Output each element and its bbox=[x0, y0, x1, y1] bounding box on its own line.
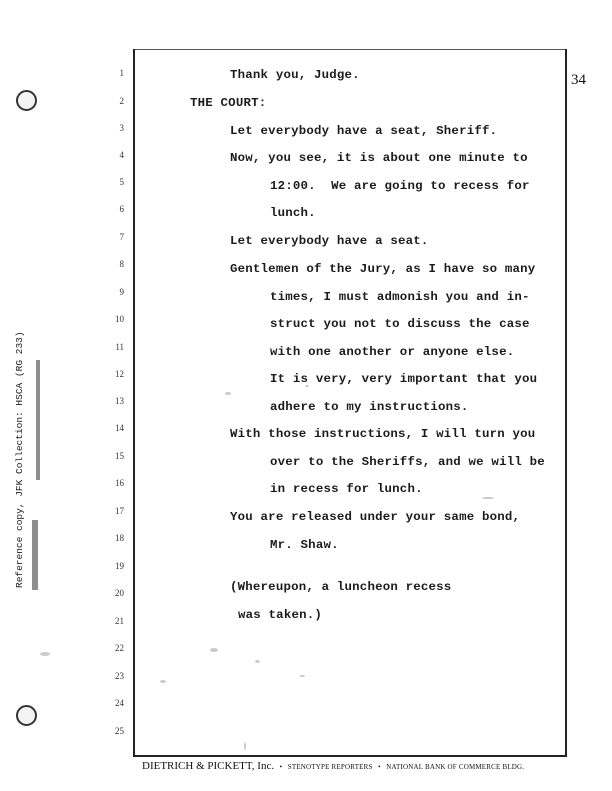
line-number: 19 bbox=[115, 561, 124, 571]
transcript-line: 12:00. We are going to recess for bbox=[270, 179, 530, 193]
transcript-line: lunch. bbox=[270, 206, 316, 220]
line-number: 20 bbox=[115, 588, 124, 598]
footer-firm-name: DIETRICH & PICKETT, Inc. bbox=[142, 760, 275, 772]
page-number: 34 bbox=[571, 72, 586, 88]
transcript-line: It is very, very important that you bbox=[270, 372, 538, 386]
page-frame-right bbox=[565, 49, 567, 756]
page-frame-bottom bbox=[133, 755, 567, 757]
footer-separator: • bbox=[279, 763, 283, 771]
transcript-line: was taken.) bbox=[238, 608, 322, 622]
line-number: 17 bbox=[115, 506, 124, 516]
line-number: 7 bbox=[119, 232, 124, 242]
transcript-line: struct you not to discuss the case bbox=[270, 317, 530, 331]
line-number: 3 bbox=[119, 123, 124, 133]
transcript-line: Gentlemen of the Jury, as I have so many bbox=[230, 262, 536, 276]
line-number: 14 bbox=[115, 423, 124, 433]
scan-speck bbox=[255, 660, 260, 663]
line-number: 1 bbox=[119, 68, 124, 78]
line-number: 25 bbox=[115, 726, 124, 736]
line-number: 8 bbox=[119, 259, 124, 269]
archive-reference-stamp: Reference copy, JFK Collection: HSCA (RG 233) bbox=[14, 331, 25, 588]
line-number: 13 bbox=[115, 396, 124, 406]
line-number: 16 bbox=[115, 478, 124, 488]
scan-speck bbox=[210, 648, 218, 652]
scan-speck bbox=[225, 392, 231, 395]
scan-speck bbox=[40, 652, 50, 656]
transcript-line: Let everybody have a seat, Sheriff. bbox=[230, 124, 498, 138]
transcript-line: adhere to my instructions. bbox=[270, 400, 469, 414]
scan-speck bbox=[305, 385, 309, 387]
scan-speck bbox=[160, 680, 166, 683]
transcript-line: with one another or anyone else. bbox=[270, 345, 515, 359]
line-number: 24 bbox=[115, 698, 124, 708]
transcript-line: You are released under your same bond, bbox=[230, 510, 521, 524]
transcript-line: Thank you, Judge. bbox=[230, 68, 360, 82]
line-number: 10 bbox=[115, 314, 124, 324]
footer-service: STENOTYPE REPORTERS bbox=[287, 763, 373, 771]
line-number: 15 bbox=[115, 451, 124, 461]
transcript-line: With those instructions, I will turn you bbox=[230, 427, 536, 441]
footer-address: NATIONAL BANK OF COMMERCE BLDG. bbox=[386, 763, 525, 771]
line-number: 23 bbox=[115, 671, 124, 681]
line-number: 22 bbox=[115, 643, 124, 653]
line-number: 21 bbox=[115, 616, 124, 626]
transcript-line: (Whereupon, a luncheon recess bbox=[230, 580, 452, 594]
reporter-footer bbox=[142, 760, 572, 772]
scan-speck bbox=[300, 675, 305, 677]
line-number: 6 bbox=[119, 204, 124, 214]
line-number: 11 bbox=[115, 342, 124, 352]
transcript-line: in recess for lunch. bbox=[270, 482, 423, 496]
transcript-line: Now, you see, it is about one minute to bbox=[230, 151, 528, 165]
transcript-line: Mr. Shaw. bbox=[270, 538, 339, 552]
line-number: 12 bbox=[115, 369, 124, 379]
punch-hole-bottom bbox=[16, 705, 37, 726]
binding-shadow bbox=[32, 520, 38, 590]
footer-separator: • bbox=[378, 763, 381, 771]
line-number: 18 bbox=[115, 533, 124, 543]
scan-speck bbox=[482, 497, 494, 499]
scan-speck bbox=[244, 742, 246, 750]
line-number: 5 bbox=[119, 177, 124, 187]
binding-shadow bbox=[36, 360, 40, 480]
punch-hole-top bbox=[16, 90, 37, 111]
transcript-line: times, I must admonish you and in- bbox=[270, 290, 530, 304]
line-number: 2 bbox=[119, 96, 124, 106]
transcript-line: Let everybody have a seat. bbox=[230, 234, 429, 248]
page-frame-left bbox=[133, 49, 135, 756]
transcript-line: over to the Sheriffs, and we will be bbox=[270, 455, 545, 469]
line-number: 4 bbox=[119, 150, 124, 160]
page-frame-top bbox=[133, 49, 567, 50]
line-number: 9 bbox=[119, 287, 124, 297]
speaker-label: THE COURT: bbox=[190, 96, 267, 110]
